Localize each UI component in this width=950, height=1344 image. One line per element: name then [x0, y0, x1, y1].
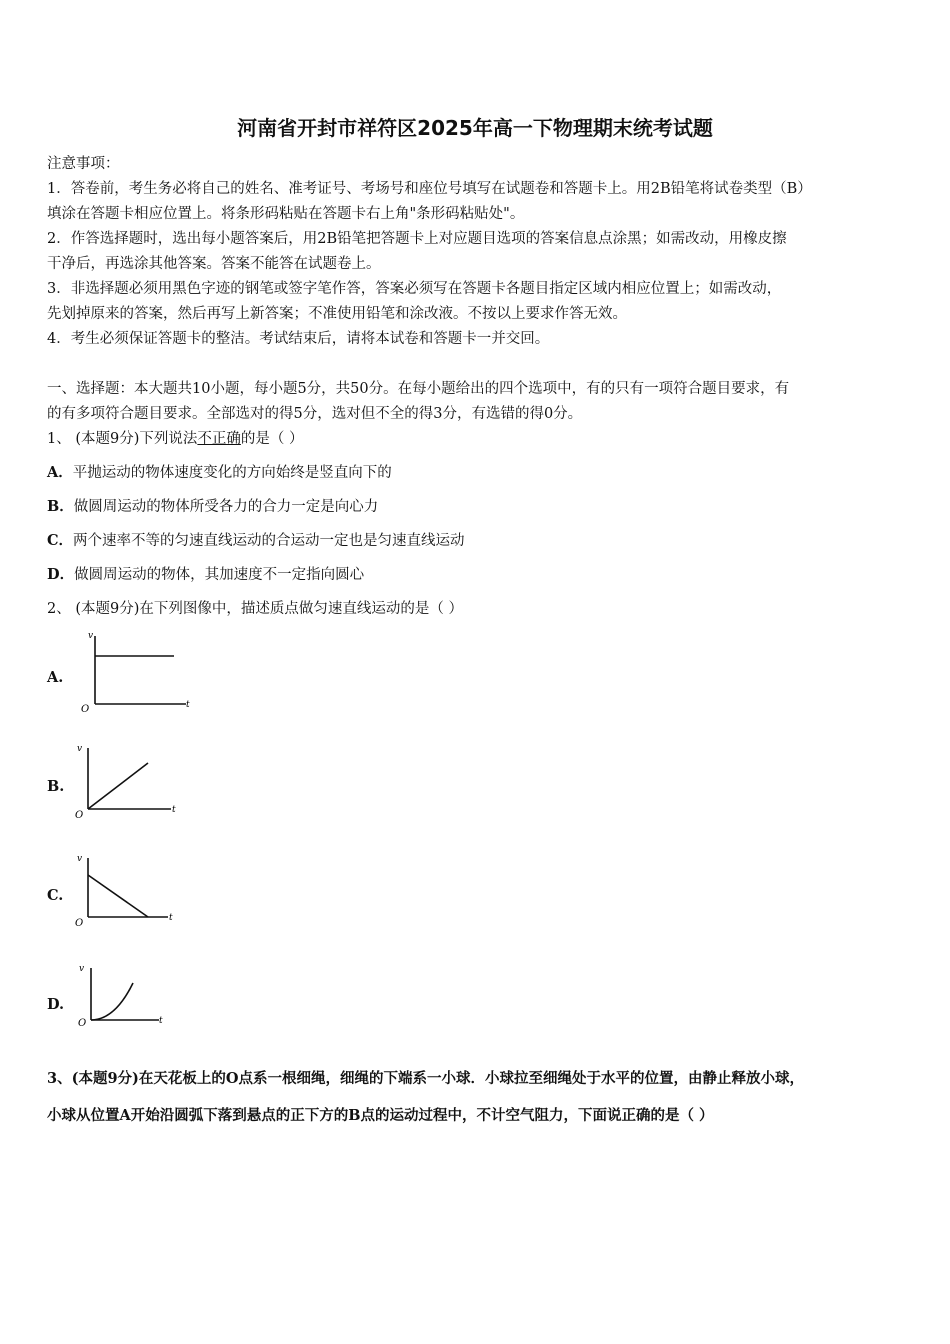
question-2-option-c-label: C.: [47, 887, 64, 904]
option-label: A．: [47, 464, 73, 481]
origin-label: O: [81, 704, 90, 715]
option-text: 做圆周运动的物体，其加速度不一定指向圆心: [74, 567, 365, 583]
section-intro-line: 一、选择题：本大题共10小题，每小题5分，共50分。在每小题给出的四个选项中，有的只有一项符合题目要求，有: [47, 381, 790, 397]
axis-x-label: t: [159, 1016, 163, 1026]
question-2-graph-b: [75, 740, 185, 822]
question-2-stem: 2、 (本题9分)在下列图像中，描述质点做匀速直线运动的是（ ）: [47, 601, 463, 617]
option-label: C．: [47, 532, 74, 549]
option-label: B．: [47, 498, 74, 515]
question-1-option-a: [47, 461, 392, 482]
axis-x-label: t: [186, 700, 190, 710]
notice-line: 3．非选择题必须用黑色字迹的钢笔或签字笔作答，答案必须写在答题卡各题目指定区域内相应位置上；如需改动，: [47, 281, 782, 297]
axis-y-label: v: [77, 744, 83, 754]
question-1-underlined: 不正确: [197, 431, 241, 447]
axis-x-label: t: [169, 913, 173, 923]
question-2-graph-c: [75, 850, 185, 930]
axis-y-label: v: [77, 854, 83, 864]
origin-label: O: [75, 918, 84, 929]
question-2-option-b-label: B.: [47, 778, 65, 795]
question-3-line: 小球从位置A开始沿圆弧下落到悬点的正下方的B点的运动过程中，不计空气阻力，下面说正确的是（ ）: [47, 1107, 714, 1124]
question-1-stem: [47, 427, 303, 448]
notice-line: 1．答卷前，考生务必将自己的姓名、准考证号、考场号和座位号填写在试题卷和答题卡上。用2B铅笔将试卷类型（B）: [47, 181, 812, 197]
graph-curve: [91, 983, 133, 1020]
section-intro-line: 的有多项符合题目要求。全部选对的得5分，选对但不全的得3分，有选错的得0分。: [47, 406, 583, 422]
axis-y-label: v: [79, 964, 85, 974]
graph-line: [88, 763, 148, 809]
notice-line: 2．作答选择题时，选出每小题答案后，用2B铅笔把答题卡上对应题目选项的答案信息点涂黑；如需改动，用橡皮擦: [47, 231, 787, 247]
notice-line: 先划掉原来的答案，然后再写上新答案；不准使用铅笔和涂改液。不按以上要求作答无效。: [47, 306, 627, 322]
notice-line: 填涂在答题卡相应位置上。将条形码粘贴在答题卡右上角"条形码粘贴处"。: [47, 206, 525, 222]
option-text: 平抛运动的物体速度变化的方向始终是竖直向下的: [72, 465, 392, 481]
option-text: 两个速率不等的匀速直线运动的合运动一定也是匀速直线运动: [73, 533, 465, 549]
question-2-graph-a: [78, 628, 193, 716]
notice-line: 4．考生必须保证答题卡的整洁。考试结束后，请将本试卷和答题卡一并交回。: [47, 331, 550, 347]
option-label: D．: [47, 566, 75, 583]
question-2-option-d-label: D.: [47, 996, 65, 1013]
origin-label: O: [75, 810, 84, 821]
question-1-option-c: [47, 529, 465, 550]
graph-line: [88, 875, 148, 917]
question-1-prefix: 1、 (本题9分)下列说法: [47, 431, 198, 447]
question-2-option-a-label: A.: [47, 669, 64, 686]
question-1-suffix: 的是（ ）: [240, 431, 304, 447]
notice-line: 干净后，再选涂其他答案。答案不能答在试题卷上。: [47, 256, 381, 272]
question-3-line: 3、(本题9分)在天花板上的O点系一根细绳，细绳的下端系一小球．小球拉至细绳处于水平的位置，由静止释放小球，: [47, 1070, 805, 1087]
option-text: 做圆周运动的物体所受各力的合力一定是向心力: [73, 499, 379, 515]
question-2-graph-d: [77, 960, 177, 1032]
question-1-option-d: [47, 563, 364, 584]
axis-y-label: v: [88, 631, 94, 641]
notice-heading: 注意事项：: [47, 156, 120, 172]
origin-label: O: [78, 1018, 87, 1029]
question-1-option-b: [47, 495, 378, 516]
axis-x-label: t: [172, 805, 176, 815]
page-title: 河南省开封市祥符区2025年高一下物理期末统考试题: [237, 116, 713, 140]
